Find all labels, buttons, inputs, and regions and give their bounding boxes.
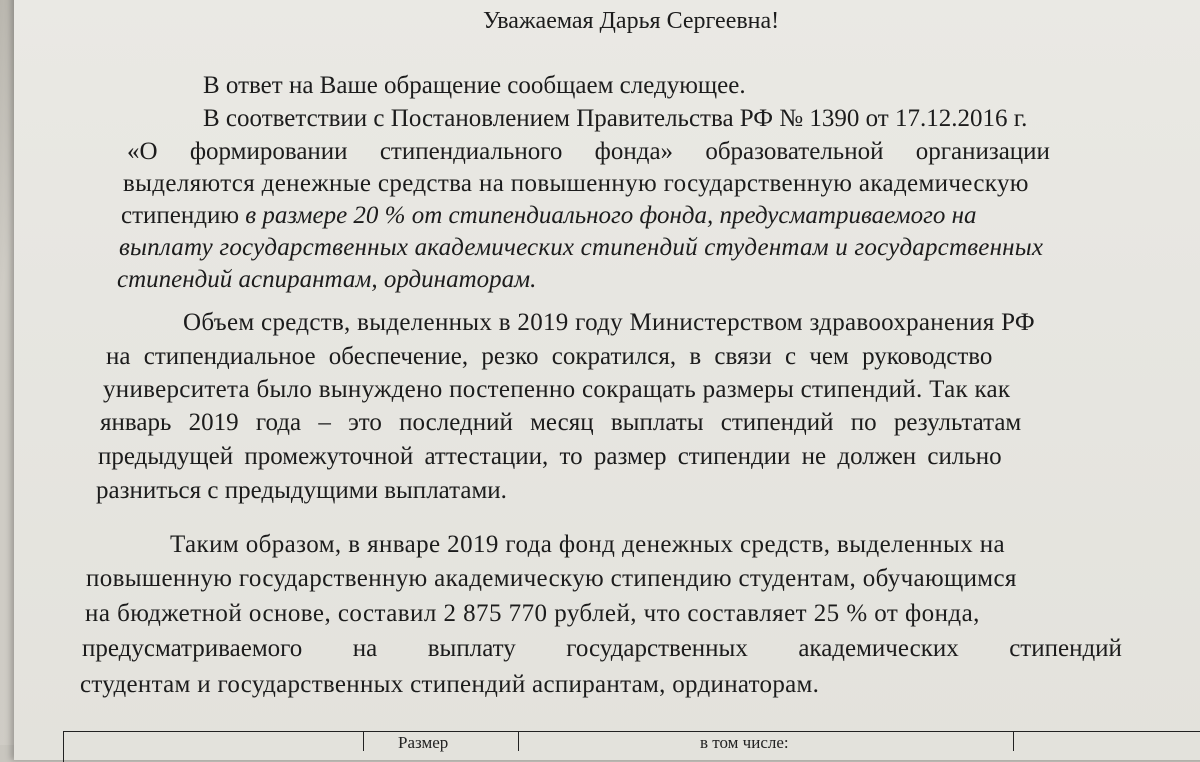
regular-text: стипендию bbox=[121, 202, 246, 229]
word: организации bbox=[915, 138, 1050, 165]
paragraph-summary-line-3: на бюджетной основе, составил 2 875 770 рублей, что составляет 25 % от фонда, bbox=[85, 600, 980, 627]
paragraph-intro: В ответ на Ваше обращение сообщаем следующее. bbox=[203, 72, 746, 99]
table-top-edge bbox=[63, 731, 1200, 762]
paragraph-decree-line-6: стипендий аспирантам, ординаторам. bbox=[117, 266, 537, 293]
paragraph-funding-line-4: январь 2019 года – это последний месяц выплаты стипендий по результатам bbox=[100, 409, 1022, 436]
word: фонда» bbox=[594, 138, 674, 165]
paragraph-funding-line-1: Объем средств, выделенных в 2019 году Министерством здравоохранения РФ bbox=[183, 309, 1035, 336]
italic-text: в размере 20 % от стипендиального фонда, предусматриваемого на bbox=[245, 202, 977, 229]
paragraph-decree-line-2 bbox=[127, 138, 1050, 166]
table-column-divider bbox=[1013, 731, 1014, 751]
paragraph-decree-line-4 bbox=[121, 202, 977, 230]
paragraph-decree-line-3: выделяются денежные средства на повышенную государственную академическую bbox=[123, 170, 1029, 197]
paragraph-summary-line-5: студентам и государственных стипендий аспирантам, ординаторам. bbox=[80, 671, 820, 698]
paragraph-decree-line-5: выплату государственных академических стипендий студентам и государственных bbox=[119, 234, 1044, 261]
table-header-including: в том числе: bbox=[700, 733, 789, 752]
word: выплату bbox=[427, 635, 516, 662]
word: «О bbox=[127, 138, 158, 165]
word: на bbox=[352, 635, 378, 662]
word: стипендиального bbox=[379, 138, 563, 165]
word: стипендий bbox=[1009, 635, 1122, 662]
paragraph-funding-line-3: университета было вынуждено постепенно сокращать размеры стипендий. Так как bbox=[103, 376, 1011, 403]
word: образовательной bbox=[705, 138, 884, 165]
table-column-divider bbox=[363, 731, 364, 751]
word: предусматриваемого bbox=[82, 635, 303, 662]
paragraph-decree-line-1: В соответствии с Постановлением Правительства РФ № 1390 от 17.12.2016 г. bbox=[203, 105, 1028, 132]
word: формировании bbox=[189, 138, 348, 165]
table-header-size: Размер bbox=[398, 733, 449, 752]
paragraph-summary-line-4 bbox=[82, 635, 1122, 663]
paragraph-summary-line-2: повышенную государственную академическую стипендию студентам, обучающимся bbox=[86, 565, 1017, 592]
paragraph-summary-line-1: Таким образом, в январе 2019 года фонд денежных средств, выделенных на bbox=[170, 531, 1006, 558]
letter-greeting: Уважаемая Дарья Сергеевна! bbox=[483, 8, 780, 34]
paragraph-funding-line-6: разниться с предыдущими выплатами. bbox=[96, 477, 507, 504]
paragraph-funding-line-5: предыдущей промежуточной аттестации, то размер стипендии не должен сильно bbox=[98, 443, 1002, 470]
word: академических bbox=[798, 635, 959, 662]
table-column-divider bbox=[518, 731, 519, 751]
paragraph-funding-line-2: на стипендиальное обеспечение, резко сократился, в связи с чем руководство bbox=[106, 343, 993, 370]
word: государственных bbox=[566, 635, 748, 662]
